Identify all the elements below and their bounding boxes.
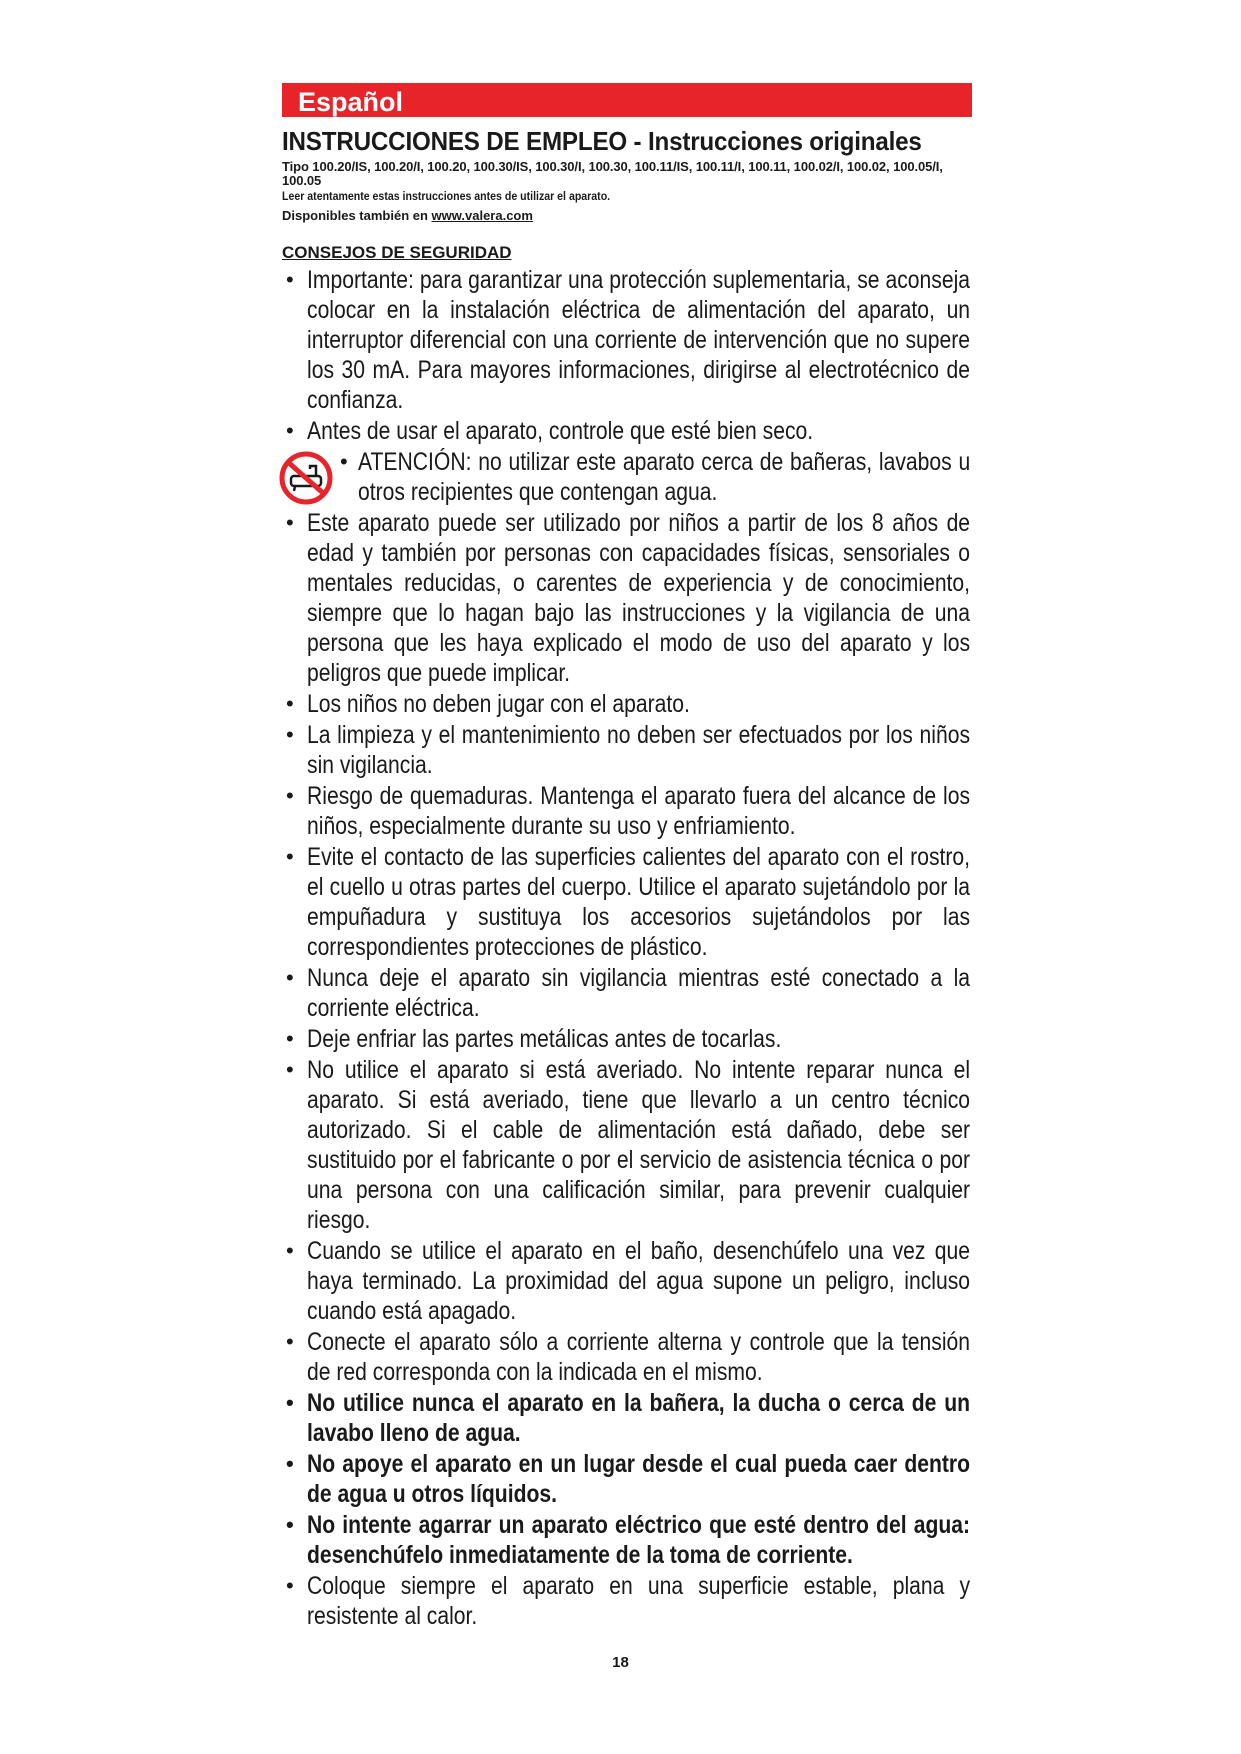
item-text: No apoye el aparato en un lugar desde el cual pueda caer dentro de agua u otros líquidos. bbox=[307, 1450, 971, 1508]
list-item bbox=[282, 963, 972, 1023]
list-item bbox=[282, 689, 972, 719]
bullet-icon: • bbox=[340, 449, 348, 474]
list-item bbox=[282, 781, 972, 841]
list-item bbox=[282, 1327, 972, 1387]
item-text: Antes de usar el aparato, controle que esté bien seco. bbox=[307, 417, 814, 445]
bullet-icon: • bbox=[286, 722, 294, 747]
bullet-icon: • bbox=[286, 418, 294, 443]
item-text: Conecte el aparato sólo a corriente alterna y controle que la tensión de red corresponda con la indicada en el mismo. bbox=[307, 1328, 971, 1386]
page-number: 18 bbox=[612, 1654, 629, 1671]
no-bathtub-icon bbox=[278, 450, 334, 506]
list-item bbox=[282, 1449, 972, 1509]
item-text: ATENCIÓN: no utilizar este aparato cerca de bañeras, lavabos u otros recipientes que contengan agua. bbox=[358, 448, 971, 506]
item-text: No intente agarrar un aparato eléctrico que esté dentro del agua: desenchúfelo inmediatamente de la toma de corriente. bbox=[307, 1511, 971, 1569]
item-text: No utilice el aparato si está averiado. No intente reparar nunca el aparato. Si está averiado, tiene que llevarlo a un centro técnico autorizado. Si el cable de alimentación está dañado, debe ser sustituido por el fabricante o por el servicio de asistencia técnica o por una persona con una calificación similar, para prevenir cualquier riesgo. bbox=[307, 1056, 971, 1234]
bullet-icon: • bbox=[286, 691, 294, 716]
list-item bbox=[282, 1055, 972, 1235]
item-text: Este aparato puede ser utilizado por niños a partir de los 8 años de edad y también por personas con capacidades físicas, sensoriales o mentales reducidas, o carentes de experiencia y de conocimiento, siempre que lo hagan bajo las instrucciones y la vigilancia de una persona que les haya explicado el modo de uso del aparato y los peligros que puede implicar. bbox=[307, 509, 971, 687]
item-text: Deje enfriar las partes metálicas antes de tocarlas. bbox=[307, 1025, 782, 1053]
list-item bbox=[282, 265, 972, 415]
model-list: Tipo 100.20/IS, 100.20/I, 100.20, 100.30/IS, 100.30/I, 100.30, 100.11/IS, 100.11/I, 100.11, 100.02/I, 100.02, 100.05/I, 100.05 bbox=[282, 159, 943, 188]
item-text: Importante: para garantizar una protección suplementaria, se aconseja colocar en la instalación eléctrica de alimentación del aparato, un interruptor diferencial con una corriente de intervención que no supere los 30 mA. Para mayores informaciones, dirigirse al electrotécnico de confianza. bbox=[307, 266, 971, 414]
bullet-icon: • bbox=[286, 267, 294, 292]
read-note: Leer atentamente estas instrucciones antes de utilizar el aparato. bbox=[282, 191, 611, 203]
item-text: Cuando se utilice el aparato en el baño, desenchúfelo una vez que haya terminado. La proximidad del agua supone un peligro, incluso cuando está apagado. bbox=[307, 1237, 971, 1325]
bullet-icon: • bbox=[286, 1057, 294, 1082]
list-item bbox=[282, 1024, 972, 1054]
list-item bbox=[282, 1571, 972, 1631]
language-header: Español bbox=[282, 83, 972, 117]
list-item bbox=[282, 1236, 972, 1326]
bullet-icon: • bbox=[286, 1329, 294, 1354]
bullet-icon: • bbox=[286, 783, 294, 808]
section-title: CONSEJOS DE SEGURIDAD bbox=[282, 243, 512, 262]
item-text: Nunca deje el aparato sin vigilancia mientras esté conectado a la corriente eléctrica. bbox=[307, 964, 971, 1022]
website-link[interactable]: www.valera.com bbox=[431, 208, 533, 223]
item-text: No utilice nunca el aparato en la bañera, la ducha o cerca de un lavabo lleno de agua. bbox=[307, 1389, 971, 1447]
bullet-icon: • bbox=[286, 1238, 294, 1263]
safety-list bbox=[282, 265, 972, 1631]
bullet-icon: • bbox=[286, 1573, 294, 1598]
manual-page bbox=[282, 83, 972, 1632]
bullet-icon: • bbox=[286, 1451, 294, 1476]
item-text: Evite el contacto de las superficies calientes del aparato con el rostro, el cuello u otras partes del cuerpo. Utilice el aparato sujetándolo por la empuñadura y sustituya los accesorios sujetándolos por las correspondientes protecciones de plástico. bbox=[307, 843, 971, 961]
bullet-icon: • bbox=[286, 844, 294, 869]
list-item bbox=[282, 508, 972, 688]
item-text: Riesgo de quemaduras. Mantenga el aparato fuera del alcance de los niños, especialmente durante su uso y enfriamiento. bbox=[307, 782, 971, 840]
list-item bbox=[282, 1510, 972, 1570]
bullet-icon: • bbox=[286, 965, 294, 990]
list-item bbox=[282, 1388, 972, 1448]
item-text: Coloque siempre el aparato en una superficie estable, plana y resistente al calor. bbox=[307, 1572, 971, 1630]
availability-line bbox=[282, 208, 972, 224]
bullet-icon: • bbox=[286, 510, 294, 535]
list-item bbox=[282, 447, 972, 507]
page-title: INSTRUCCIONES DE EMPLEO - Instrucciones originales bbox=[282, 126, 922, 156]
availability-text: Disponibles también en bbox=[282, 208, 432, 223]
list-item bbox=[282, 720, 972, 780]
list-item bbox=[282, 842, 972, 962]
item-text: La limpieza y el mantenimiento no deben ser efectuados por los niños sin vigilancia. bbox=[307, 721, 971, 779]
bullet-icon: • bbox=[286, 1026, 294, 1051]
list-item bbox=[282, 416, 972, 446]
bullet-icon: • bbox=[286, 1390, 294, 1415]
bullet-icon: • bbox=[286, 1512, 294, 1537]
item-text: Los niños no deben jugar con el aparato. bbox=[307, 690, 690, 718]
